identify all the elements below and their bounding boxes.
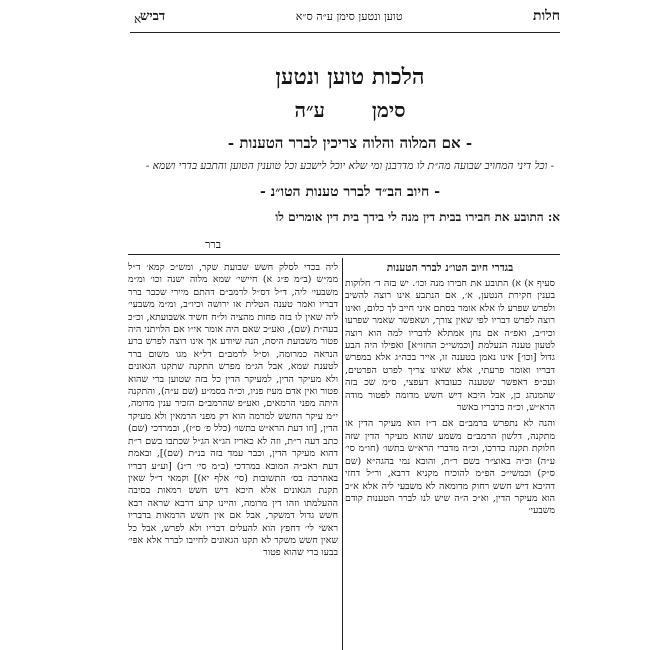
right-column bbox=[345, 278, 555, 522]
column-divider bbox=[342, 258, 343, 650]
section-subtitle: - חיוב הב״ד לברר טענות הטו״נ - bbox=[259, 184, 441, 200]
page-title: הלכות טוען ונטען bbox=[275, 64, 425, 90]
right-column-paragraph-2: והנה לא נתפרש ברמב״ם אם ד״ז הוא מעיקר הדין או מתקנה, דלשון הרמב״ם משמע שהוא מעיקר הדין שזה חלוקת תקנה כדרכו, וכ״ה מדברי הרא״ש בתשו׳ (חו״מ סי׳ ע״ה) וכ״ה באוצ״ר בשם ר״ת, והובא נמי בהגה״א (שם ס״ק) וכמשי״כ הפ״מ להוכיח מקניא דרבא, ור״ל דחזי דהיכא דיש חשש רחוק מדומאה לא משבעי ליה אלא א״כ הוא מעיקר הדין, וא״כ ה״ה שיש לנו לברר הטענות קודם משבעי׳ bbox=[345, 418, 555, 517]
siman-heading: סימן ע״ה bbox=[294, 98, 406, 122]
left-column-paragraph-1: ליה בכדי לסלק חשש שבועת שקר, ומש״כ קמא׳ ד״ל ממ״ש (ב״מ פ״ג א) חיישי׳ שמא מלוה ישנה וכו׳ ומ״מ משבעי׳ ליה, ד״ל דס״ל לרמב״ם דהתם מיירי שכבר ברר דבריו ואמר טענה הטלית או ירושה וכיו״ב, ומ״מ משבעי׳ ליה שאין לו בזה פחות מהציה ול״ח חשיד אשבועתא, וכ״כ בעה״ת (שם), ואע״כ שאם היה אומר אי״ו אם הלויתני היה פטור משבועת היסת, הנה שיודע אך אינו רוצה לפרש ברע הנראה כמרומה, וס״ל לרמב״ם דל״א מגו משום ברר לטענת שמא, אבל הג״מ מפרש התקנה שתקנו הגאונים ולא מעיקר הדין, למעיקר הדין כל בזה שטוען ברי שהוא פטור ואין אדם מעיז פניו, וכ״ה בסמ״ע (שם ע״ה), והתקנה היתה מפני הרמאים, ואע״פ שהרמב״ם הזכיר ענין מדומה, י״מ עיקר החשש למרמה הוא רק מפני הרמאין ולא מעיקר הדין, [וזו דעת הרא״ש בתשו׳ (כלל פ׳ ס״ז), ובמרדכי (שם) כתב דעה ר״ת, וזה לא כאריז הג״א הג״ל שכתבו בשם ר״ת דהוא מעיקר הדין, וכבר עמד בזה בנ״ת (שם)], ובאמת דעת ראב״ה המובא במרדכי (ב״מ סי׳ ר״נ) [וע״ע דבריו באהרכה בס׳ התשובות (סי׳ אלף יא)] וקמאי ד״ל שאין תקנת הגאונים אלא היכא דיש חשש רמאות בסיבה ההעלמתו וזהו דין מרומה, והיינו קרע דרבא שראה רבא חשש גדול דמשקר, אבל אם אין חשש הרמאות בדבריו ראשי לי׳ דחפץ הוא להעלים דבריו ולא לפרש, אבל כל שאין חשש משקר לא תקנו הגאונים לחייבו לברר אלא אפי׳ בבעו ברי שהוא פטור bbox=[128, 262, 338, 559]
header-rule bbox=[130, 32, 560, 33]
header-letter: א bbox=[134, 12, 142, 26]
right-column-heading: בגדרי חיוב הטו״נ לברר הטענות bbox=[386, 262, 514, 274]
body-rule bbox=[128, 254, 560, 255]
header-running-head: טוען ונטען סימן ע״ה ס״א bbox=[295, 10, 403, 23]
seif-text: א: התובע את חבירו בבית דין מנה לי בידך בית דין אומרים לו bbox=[275, 210, 560, 224]
siman-summary: - וכל דיני המחויב שבועה מה״ת לו מדרבנן ומי שלא יוכל לישבע וכל טוענין הטוען והתבע בדרי ושמא - bbox=[145, 160, 555, 172]
left-column bbox=[128, 262, 338, 564]
siman-subtitle: - אם המלוה והלוה צריכין לברר הטענות - bbox=[227, 134, 473, 152]
header-title: חלות bbox=[533, 8, 560, 24]
running-header bbox=[140, 8, 560, 30]
right-column-paragraph-1: סעיף א) א) התובע את חבירו מנה וכו׳. יש בזה ד׳ חלוקות בענין חקירת הנטען, א׳, אם הנתבע אינו רוצה להשיב ולפרש שפרע לו אלא אומר בסתם איני חייב לך כלום, ואינו רוצה לפרש דבריו לפי שאין צורך, ושאפשר שאמר שפרעו וכיו״ב, ואפ״ה אם נחן אמתלא לדבריו למה הוא רוצה לטעון טענה הנעלמת [וכמשי״כ החזו״א] ואפילו היה הבע גדול [וכו׳] אינו נאמן בטענה זו, אייר בכה״ג אלא במפרש דבריו ואומר פרעתי, אלא שאינו צריך לפרט הפרטים, ועכ״פ דאפשר שטענה כעובדא דעפצי, ס״מ שכ בזה שהמנהג כן, אבל היכא דיש חשש מדומה לפטור מודה הרא״ש, וכ״ה ברבריו באשר bbox=[345, 278, 555, 414]
header-page-number: דביש bbox=[140, 9, 166, 24]
seif-sidenote: ברר bbox=[205, 238, 222, 251]
